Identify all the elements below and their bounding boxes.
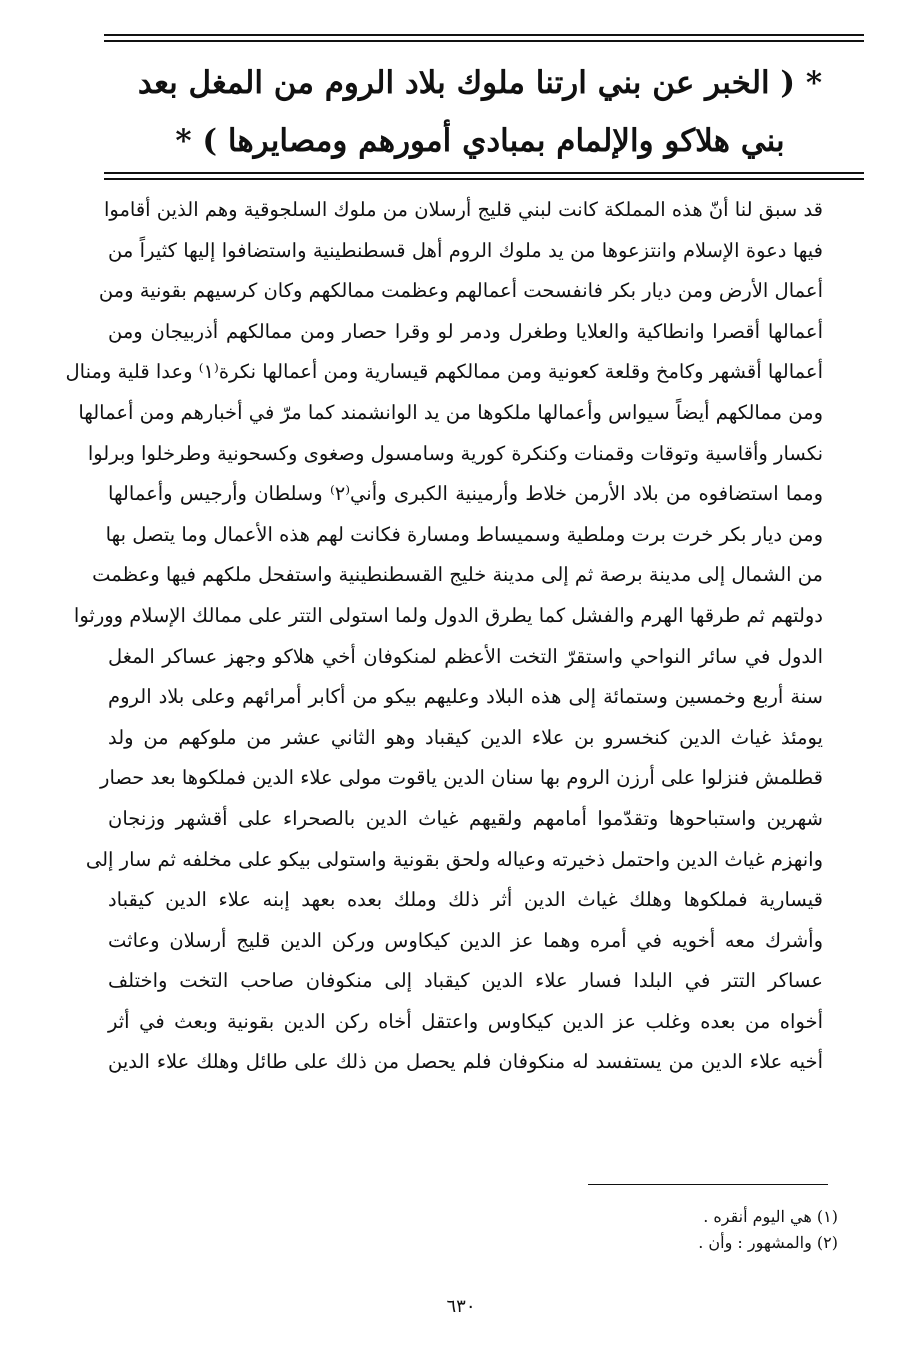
heading-line: * ( الخبر عن بني ارتنا ملوك بلاد الروم من المغل بعد bbox=[137, 65, 823, 101]
text-line: يومئذ غياث الدين كنخسرو بن علاء الدين كيقباد وهو الثاني عشر من ملوكهم من ولد bbox=[108, 725, 823, 749]
text-line: سنة أربع وخمسين وستمائة إلى هذه البلاد وعليهم بيكو من أكابر أمرائهم وعلى بلاد الروم bbox=[108, 685, 823, 709]
text-line: دولتهم ثم طرقها الهرم والفشل كما يطرق الدول ولما استولى التتر على ممالك الإسلام وورثوا bbox=[73, 603, 823, 627]
page-number: ٦٣٠ bbox=[446, 1296, 476, 1317]
text-line: وانهزم غياث الدين واحتمل ذخيرته وعياله ولحق بقونية واستولى بيكو على مخلفه ثم سار إلى bbox=[85, 847, 823, 871]
text-line: ومن ديار بكر خرت برت وملطية وسميساط ومسارة فكانت لهم هذه الأعمال وما يتصل بها bbox=[105, 522, 823, 546]
text-line: شهرين واستباحوها وتقدّموا أمامهم ولقيهم غياث الدين بالصحراء على أقشهر وزنجان bbox=[108, 806, 823, 830]
text-line: أعمالها أقشهر وكامخ وقلعة كعونية ومن ممالكهم قيسارية ومن أعمالها نكرة⁽١⁾ وعدا قلية ومنال bbox=[65, 360, 823, 384]
text-line: أعمال الأرض ومن ديار بكر فانفسحت أعمالهم وعظمت ممالكهم وكان كرسيهم بقونية ومن bbox=[98, 279, 823, 303]
heading-double-rule-lower bbox=[104, 178, 864, 180]
text-line: أعمالها أقصرا وانطاكية والعلايا وطغرل ودمر لو وقرا حصار ومن ممالكهم أذربيجان ومن bbox=[108, 319, 823, 343]
text-line: وأشرك معه أخويه في أمره وهما عز الدين كيكاوس وركن الدين قليج أرسلان وعاثت bbox=[108, 928, 823, 952]
top-double-rule-upper bbox=[104, 34, 864, 36]
text-line: الدول في سائر النواحي واستقرّ التخت الأعظم لمنكوفان أخي هلاكو وجهز عساكر المغل bbox=[108, 644, 823, 668]
text-line: فيها دعوة الإسلام وانتزعوها من يد ملوك الروم أهل قسطنطينية واستضافوا إليها كثيراً من bbox=[108, 238, 823, 262]
heading-line: بني هلاكو والإلمام بمبادي أمورهم ومصايرها ) * bbox=[175, 123, 785, 159]
chapter-heading bbox=[110, 54, 850, 170]
text-line: قيسارية فملكوها وهلك غياث الدين أثر ذلك وملك بعده بعهد إبنه علاء الدين كيقباد bbox=[108, 888, 823, 912]
text-line: قد سبق لنا أنّ هذه المملكة كانت لبني قليج أرسلان من ملوك السلجوقية وهم الذين أقاموا bbox=[103, 198, 823, 221]
text-line: نكسار وأقاسية وتوقات وقمنات وكنكرة كورية وسامسول وصغوى وكسحونية وطرخلوا وبرلوا bbox=[87, 441, 823, 465]
text-line: ومما استضافوه من بلاد الأرمن خلاط وأرمينية الكبرى وأني⁽٢⁾ وسلطان وأرجيس وأعمالها bbox=[108, 482, 823, 506]
text-line: من الشمال إلى مدينة برصة ثم إلى مدينة خليج القسطنطينية واستفحل ملكهم فيها وعظمت bbox=[92, 563, 823, 587]
text-line: أخيه علاء الدين من يستفسد له منكوفان فلم يحصل من ذلك على طائل وهلك علاء الدين bbox=[108, 1050, 823, 1074]
text-line: قطلمش فنزلوا على أرزن الروم بها سنان الدين ياقوت مولى علاء الدين فملكوها بعد حصار bbox=[100, 766, 823, 790]
text-line: ومن ممالكهم أيضاً سيواس وأعمالها ملكوها من يد الوانشمند كما مرّ في أخبارهم ومن أعمالها bbox=[78, 400, 823, 424]
footnote-separator bbox=[588, 1184, 828, 1185]
footnote-2: (٢) والمشهور : وأن . bbox=[698, 1233, 838, 1252]
top-double-rule-lower bbox=[104, 40, 864, 42]
text-line: أخواه من بعده وغلب عز الدين كيكاوس واعتقل أخاه ركن الدين بقونية وبعث في أثر bbox=[108, 1009, 823, 1033]
footnotes bbox=[500, 1204, 838, 1256]
body-text bbox=[65, 190, 823, 1083]
footnote-1: (١) هي اليوم أنقره . bbox=[703, 1207, 838, 1226]
text-line: عساكر التتر في البلدا فسار علاء الدين كيقباد إلى منكوفان صاحب التخت واختلف bbox=[108, 969, 823, 993]
heading-double-rule-upper bbox=[104, 172, 864, 174]
